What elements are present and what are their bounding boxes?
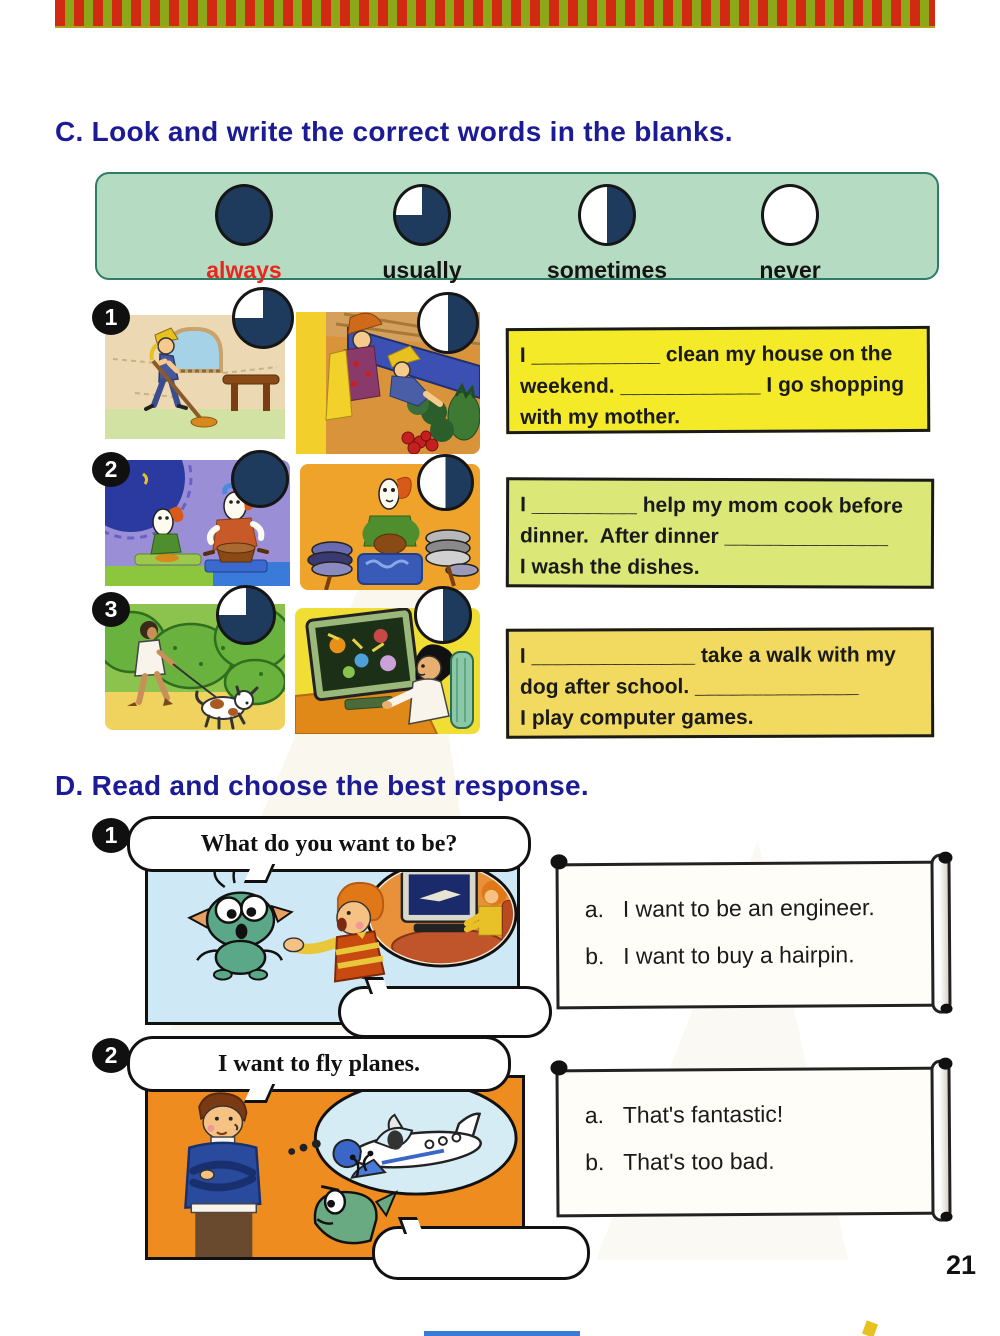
answer-line: I wash the dishes. [519,555,700,579]
option-b[interactable] [585,1147,903,1176]
thought-bubble-plane [315,1082,516,1194]
item-number-badge: 2 [92,1038,130,1073]
frequency-clock [417,454,474,511]
question-text: I want to fly planes. [217,1050,421,1077]
pie-always-icon [215,184,273,246]
item-number-badge: 3 [92,592,130,627]
answer-line: I ______________ take a walk with my [519,643,896,668]
legend-item-always [164,184,324,284]
empty-response-bubble[interactable] [372,1226,590,1280]
legend-label: sometimes [546,257,668,283]
frequency-clock [231,450,289,508]
item-number-badge: 1 [92,818,130,853]
option-text: That's too bad. [623,1147,775,1175]
answer-line: dog after school. ______________ [519,674,859,699]
option-key: a. [584,896,605,923]
answer-box-2[interactable] [506,477,934,588]
answer-line: with my mother. [520,405,681,430]
option-text: I want to be an engineer. [622,894,875,922]
answer-line: I _________ help my mom cook before [520,493,903,518]
frequency-clock [216,585,276,645]
option-key: a. [584,1102,605,1129]
legend-item-sometimes [527,184,687,284]
answer-box-3[interactable] [506,627,934,738]
scroll-pin-icon [938,1058,952,1070]
striped-top-border [55,0,935,28]
section-d-title: D. Read and choose the best response. [55,770,589,801]
legend-label: always [206,257,282,283]
scroll-pin-icon [550,1060,567,1075]
scroll-pin-icon [938,852,952,864]
frequency-clock [414,586,472,644]
pie-usually-icon [393,184,451,246]
option-key: b. [585,943,605,970]
option-key: b. [585,1149,605,1176]
scroll-pin-icon [550,854,567,869]
question-text: What do you want to be? [200,830,458,857]
options-scroll-2 [555,1067,946,1218]
option-a[interactable] [585,1100,903,1129]
answer-line: weekend. ____________ I go shopping [519,373,905,399]
options-scroll-1 [555,861,946,1010]
pie-never-icon [761,184,819,246]
option-b[interactable] [585,941,903,970]
scroll-roll [930,854,951,1014]
legend-label: usually [382,257,462,283]
question-bubble-1 [127,816,531,872]
bottom-yellow-mark [862,1320,878,1336]
frequency-clock [417,292,479,354]
item-number-badge: 1 [92,300,130,335]
pie-sometimes-icon [578,184,636,246]
frequency-clock [232,287,294,349]
frequency-legend [95,172,939,283]
legend-item-never [710,184,870,284]
answer-line: I play computer games. [520,705,754,730]
question-bubble-2 [127,1036,511,1092]
scroll-pin-icon [940,1212,952,1222]
legend-label: never [759,257,821,283]
scroll-roll [930,1060,951,1222]
answer-line: dinner. After dinner ______________ [519,524,889,549]
empty-response-bubble[interactable] [338,986,552,1038]
option-a[interactable] [585,894,903,923]
option-text: That's fantastic! [622,1100,784,1128]
section-c-title: C. Look and write the correct words in the blanks. [55,116,733,147]
bottom-blue-mark [424,1331,580,1336]
legend-item-usually [342,184,502,284]
page-number: 21 [946,1250,977,1280]
answer-line: I ___________ clean my house on the [519,342,893,368]
option-text: I want to buy a hairpin. [623,941,855,969]
item-number-badge: 2 [92,452,130,487]
scroll-pin-icon [940,1004,952,1014]
answer-box-1[interactable] [506,326,931,434]
